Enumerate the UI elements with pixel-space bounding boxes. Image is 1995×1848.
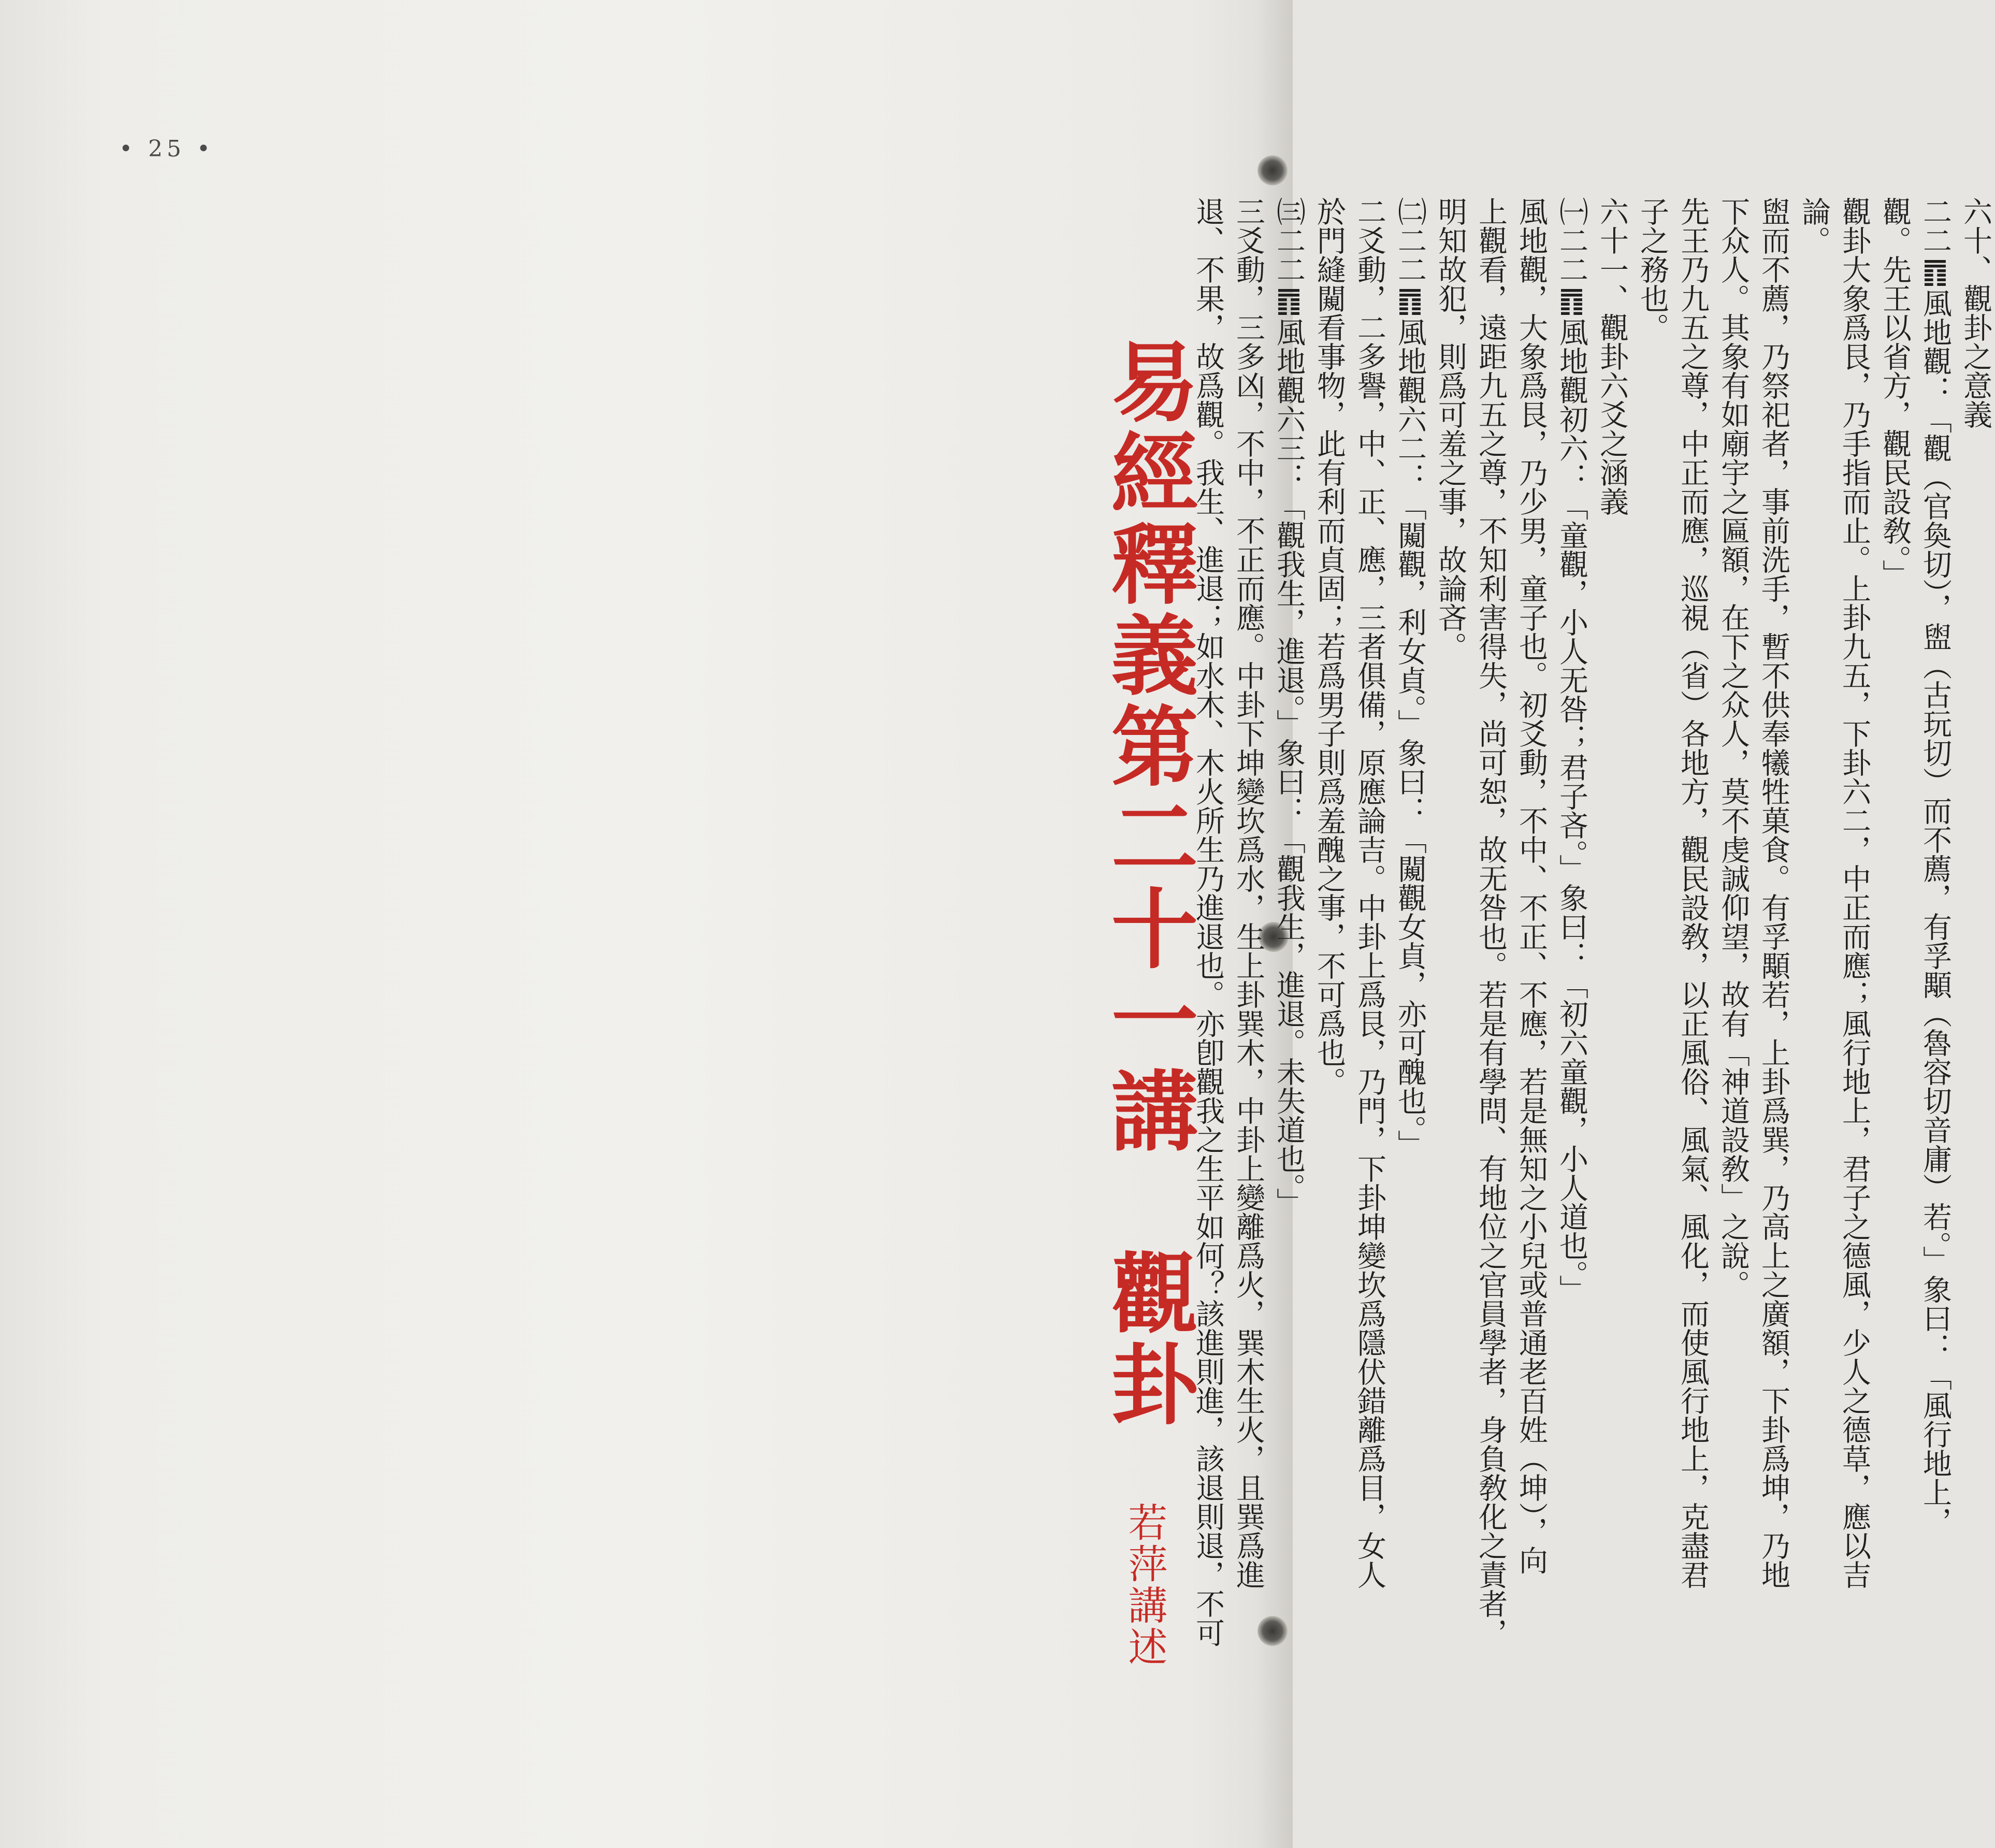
chapter-title: 易經釋義第二十一講 觀卦: [1097, 337, 1199, 1431]
text-line: 二二䷓風地觀：「觀（官奐切），盥（古玩切）而不薦，有孚顒（魯容切音庸）若。」象曰：「風行地上，: [1918, 197, 1952, 1536]
page-number: • 25 •: [119, 136, 214, 162]
text-line: 明知故犯，則爲可羞之事，故論吝。: [1434, 197, 1467, 661]
section-heading: 六十、觀卦之意義: [1959, 197, 1992, 429]
text-line: ㈡二二䷓風地觀六二：「闚觀，利女貞。」象曰：「闚觀女貞，亦可醜也。」: [1393, 197, 1427, 1159]
text-line: 二爻動，二多譽，中、正、應，三者俱備，原應論吉。中卦上爲艮，乃門，下卦坤變坎爲隱伏錯離爲目，女人: [1353, 197, 1386, 1589]
author-byline: 若萍講述: [1122, 1502, 1168, 1668]
text-line: ㈢二二䷓風地觀六三：「觀我生，進退。」象曰：「觀我生，進退。未失道也。」: [1272, 197, 1306, 1217]
text-line: ㈠二二䷓風地觀初六：「童觀，小人无咎；君子吝。」象曰：「初六童觀，小人道也。」: [1555, 197, 1588, 1304]
text-line: 下众人。其象有如廟宇之匾額，在下之众人，莫不虔誠仰望，故有「神道設敎」之說。: [1716, 197, 1750, 1299]
text-line: 盥而不薦，乃祭祀者，事前洗手，暫不供奉犧牲菓食。有孚顒若，上卦爲巽，乃高上之廣額，下卦爲坤，乃地: [1757, 197, 1790, 1589]
text-line: 論。: [1797, 197, 1831, 255]
section-heading: 六十一、觀卦六爻之涵義: [1595, 197, 1629, 516]
text-line: 觀。先王以省方，觀民設敎。」: [1878, 197, 1912, 588]
text-line: 觀卦大象爲艮，乃手指而止。上卦九五，下卦六二，中正而應；風行地上，君子之德風，少人之德草，應以吉: [1838, 197, 1871, 1589]
binding-hole: [1257, 155, 1288, 185]
text-line: 風地觀，大象爲艮，乃少男，童子也。初爻動，不中、不正、不應，若是無知之小兒或普通老百姓（坤），向: [1514, 197, 1548, 1575]
text-line: 上觀看，遠距九五之尊，不知利害得失，尚可恕，故无咎也。若是有學問、有地位之官員學者，身負敎化之責者，: [1474, 197, 1508, 1647]
text-line: 子之務也。: [1636, 197, 1669, 342]
text-line: 三爻動，三多凶，不中，不正而應。中卦下坤變坎爲水，生上卦巽木，中卦上變離爲火，巽木生火，且巽爲進: [1232, 197, 1265, 1589]
text-line: 於門縫闚看事物，此有利而貞固；若爲男子則爲羞醜之事，不可爲也。: [1312, 197, 1346, 1096]
text-line: 先王乃九五之尊，中正而應，巡視（省）各地方，觀民設敎，以正風俗、風氣、風化，而使風行地上，克盡君: [1676, 197, 1710, 1589]
text-line: 退、不果，故爲觀。我生、進退；如水木、木火所生乃進退也。亦卽觀我之生平如何？該進則進，該退則退，不可: [1191, 197, 1225, 1647]
